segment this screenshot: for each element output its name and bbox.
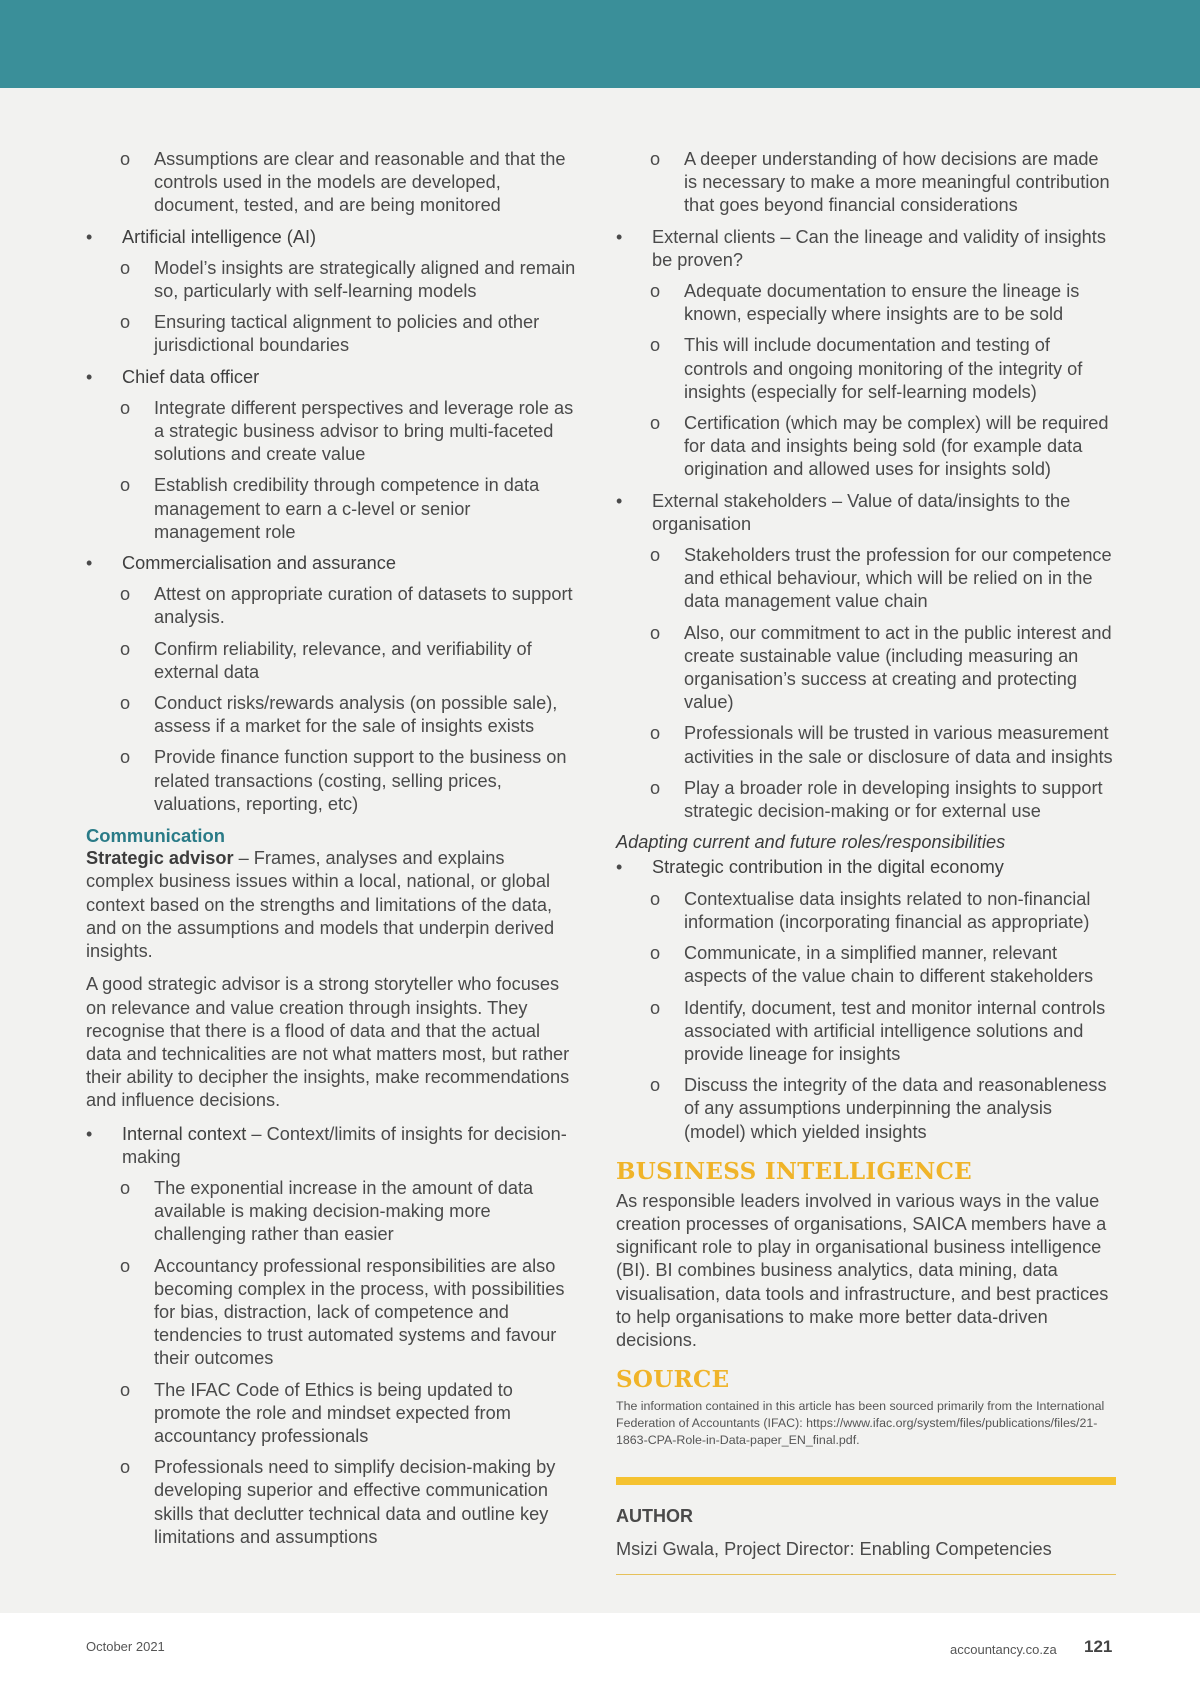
right-column xyxy=(616,148,1116,1575)
list-item: o Adequate documentation to ensure the lineage is known, especially where insights are to be sold xyxy=(650,281,1080,325)
list-item: o Attest on appropriate curation of datasets to support analysis. xyxy=(120,584,573,628)
footer-date: October 2021 xyxy=(86,1639,165,1654)
page-number: 121 xyxy=(1084,1637,1113,1656)
author-name: Msizi Gwala, Project Director: Enabling Competencies xyxy=(616,1539,1052,1560)
list-item: o Model’s insights are strategically aligned and remain so, particularly with self-learning models xyxy=(120,257,576,302)
list-item: o Professionals will be trusted in various measurement activities in the sale or disclosure of data and insights xyxy=(650,723,1113,767)
list-item: o Confirm reliability, relevance, and verifiability of external data xyxy=(120,638,532,682)
list-item: • Internal context – Context/limits of insights for decision-making o The exponential increase in the amount of data available is making decision-making more challenging rather than easier o Accountancy professional responsibilities are also becoming complex in the process, with possibilities for bias, distraction, lack of competence and tendencies to trust automated systems and favour their outcomes o The IFAC Code of Ethics is being updated to promote the role and mindset expected from accountancy professionals o Professionals need to simplify decision-making by developing superior and effective communication skills that declutter technical data and outline key limitations and assumptions xyxy=(86,1123,576,1549)
right-bullet-list xyxy=(616,226,1116,824)
list-item: o Conduct risks/rewards analysis (on possible sale), assess if a market for the sale of insights exists xyxy=(120,693,558,737)
sub-list xyxy=(86,397,576,544)
list-item: o Accountancy professional responsibilities are also becoming complex in the process, with possibilities for bias, distraction, lack of competence and tendencies to trust automated systems and favour their outcomes xyxy=(120,1255,565,1369)
footer-site-link[interactable]: accountancy.co.za xyxy=(950,1642,1057,1657)
page-body xyxy=(0,88,1200,1613)
list-item: o Assumptions are clear and reasonable and that the controls used in the models are developed, document, tested, and are being monitored xyxy=(120,149,566,216)
left-bullet-list xyxy=(86,226,576,816)
left-column xyxy=(86,148,576,1557)
list-item: • Chief data officer o Integrate different perspectives and leverage role as a strategic business advisor to bring multi-faceted solutions and create value o Establish credibility through competence in data management to earn a c-level or senior management role xyxy=(86,366,576,544)
bullet-marker: • xyxy=(616,226,623,247)
author-heading: AUTHOR xyxy=(616,1506,693,1527)
top-color-band xyxy=(0,0,1200,88)
list-item: o Contextualise data insights related to non-financial information (incorporating financial as appropriate) xyxy=(650,888,1091,932)
bullet-marker: • xyxy=(86,1123,93,1144)
bullet-marker: • xyxy=(616,490,623,511)
sub-bullet-marker: o xyxy=(120,149,131,169)
list-item: • Strategic contribution in the digital economy o Contextualise data insights related to non-financial information (incorporating financial as appropriate) o Communicate, in a simplified manner, relevant aspects of the value chain to different stakeholders o Identify, document, test and monitor internal controls associated with artificial intelligence solutions and provide lineage for insights o Discuss the integrity of the data and reasonableness of any assumptions underpinning the analysis (model) which yielded insights xyxy=(616,856,1116,1143)
adapting-roles-heading: Adapting current and future roles/responsibilities xyxy=(616,832,1006,853)
digital-economy-list xyxy=(616,856,1116,1143)
business-intelligence-heading: BUSINESS INTELLIGENCE xyxy=(616,1157,973,1185)
source-text: The information contained in this article has been sourced primarily from the International Federation of Accountants (IFAC): https://www.ifac.org/system/files/publications/files/21-1863-CPA-Role-in-Data-paper_EN_final.pdf. xyxy=(616,1399,1105,1448)
author-divider xyxy=(616,1477,1116,1485)
list-item: o Provide finance function support to the business on related transactions (costing, selling prices, valuations, reporting, etc) xyxy=(120,747,567,814)
good-advisor-paragraph: A good strategic advisor is a strong storyteller who focuses on relevance and value creation through insights. They recognise that there is a flood of data and that the actual data and technicalities are not what matters most, but rather their ability to decipher the insights, make recommendations and influence decisions. xyxy=(86,974,570,1111)
sub-list xyxy=(86,257,576,358)
sub-bullet-marker: o xyxy=(650,149,661,169)
bullet-marker: • xyxy=(86,226,93,247)
list-item: o Stakeholders trust the profession for our competence and ethical behaviour, which will be relied on in the data management value chain xyxy=(650,545,1112,612)
sub-list xyxy=(86,1177,576,1549)
right-lead-sublist xyxy=(616,148,1116,218)
list-item: o Establish credibility through competence in data management to earn a c-level or senior management role xyxy=(120,475,540,542)
bullet-marker: • xyxy=(86,366,93,387)
sub-list xyxy=(616,280,1116,482)
bullet-marker: • xyxy=(86,553,93,574)
business-intelligence-paragraph: As responsible leaders involved in various ways in the value creation processes of organisations, SAICA members have a significant role to play in organisational business intelligence (BI). BI combines business analytics, data mining, data visualisation, data tools and infrastructure, and best practices to help organisations to make more better data-driven decisions. xyxy=(616,1190,1109,1350)
sub-list xyxy=(86,583,576,816)
list-item: • Commercialisation and assurance o Attest on appropriate curation of datasets to support analysis. o Confirm reliability, relevance, and verifiability of external data o Conduct risks/rewards analysis (on possible sale), assess if a market for the sale of insights exists o Provide finance function support to the business on related transactions (costing, selling prices, valuations, reporting, etc) xyxy=(86,552,576,816)
list-item: o Also, our commitment to act in the public interest and create sustainable value (including measuring an organisation’s success at creating and protecting value) xyxy=(650,622,1112,713)
list-item: o The IFAC Code of Ethics is being updated to promote the role and mindset expected from accountancy professionals xyxy=(120,1379,513,1446)
bullet-marker: • xyxy=(616,857,623,878)
internal-context-list xyxy=(86,1123,576,1549)
strategic-advisor-paragraph: Strategic advisor – Frames, analyses and explains complex business issues within a local, national, or global context based on the strengths and limitations of the data, and on the assumptions and models that underpin derived insights. xyxy=(86,848,555,962)
author-bottom-rule xyxy=(616,1574,1116,1575)
source-heading: SOURCE xyxy=(616,1366,730,1394)
list-item: o Communicate, in a simplified manner, relevant aspects of the value chain to different stakeholders xyxy=(650,943,1094,987)
list-item: o Certification (which may be complex) will be required for data and insights being sold (for example data origination and allowed uses for insights sold) xyxy=(650,413,1109,480)
list-item: • External clients – Can the lineage and validity of insights be proven? o Adequate documentation to ensure the lineage is known, especially where insights are to be sold o This will include documentation and testing of controls and ongoing monitoring of the integrity of insights (especially for self-learning models) o Certification (which may be complex) will be required for data and insights being sold (for example data origination and allowed uses for insights sold) xyxy=(616,226,1116,482)
list-item: • External stakeholders – Value of data/insights to the organisation o Stakeholders trust the profession for our competence and ethical behaviour, which will be relied on in the data management value chain o Also, our commitment to act in the public interest and create sustainable value (including measuring an organisation’s success at creating and protecting value) o Professionals will be trusted in various measurement activities in the sale or disclosure of data and insights o Play a broader role in developing insights to support strategic decision-making or for external use xyxy=(616,490,1116,824)
list-item: o Discuss the integrity of the data and reasonableness of any assumptions underpinning the analysis (model) which yielded insights xyxy=(650,1075,1107,1142)
sub-list xyxy=(616,888,1116,1144)
page-footer xyxy=(0,1613,1200,1696)
list-item: o Professionals need to simplify decision-making by developing superior and effective communication skills that declutter technical data and outline key limitations and assumptions xyxy=(120,1457,556,1547)
list-item: o Identify, document, test and monitor internal controls associated with artificial intelligence solutions and provide lineage for insights xyxy=(650,997,1106,1064)
left-lead-sublist xyxy=(86,148,576,218)
list-item: o The exponential increase in the amount of data available is making decision-making more challenging rather than easier xyxy=(120,1177,534,1245)
list-item: o This will include documentation and testing of controls and ongoing monitoring of the integrity of insights (especially for self-learning models) xyxy=(650,335,1083,402)
list-item: o A deeper understanding of how decisions are made is necessary to make a more meaningful contribution that goes beyond financial considerations xyxy=(650,149,1110,216)
list-item: o Play a broader role in developing insights to support strategic decision-making or for external use xyxy=(650,777,1103,822)
list-item: o Integrate different perspectives and leverage role as a strategic business advisor to bring multi-faceted solutions and create value xyxy=(120,397,574,465)
communication-heading: Communication xyxy=(86,825,225,847)
list-item: • Artificial intelligence (AI) o Model’s insights are strategically aligned and remain so, particularly with self-learning models o Ensuring tactical alignment to policies and other jurisdictional boundaries xyxy=(86,226,576,358)
list-item: o Ensuring tactical alignment to policies and other jurisdictional boundaries xyxy=(120,312,540,356)
sub-list xyxy=(616,544,1116,823)
